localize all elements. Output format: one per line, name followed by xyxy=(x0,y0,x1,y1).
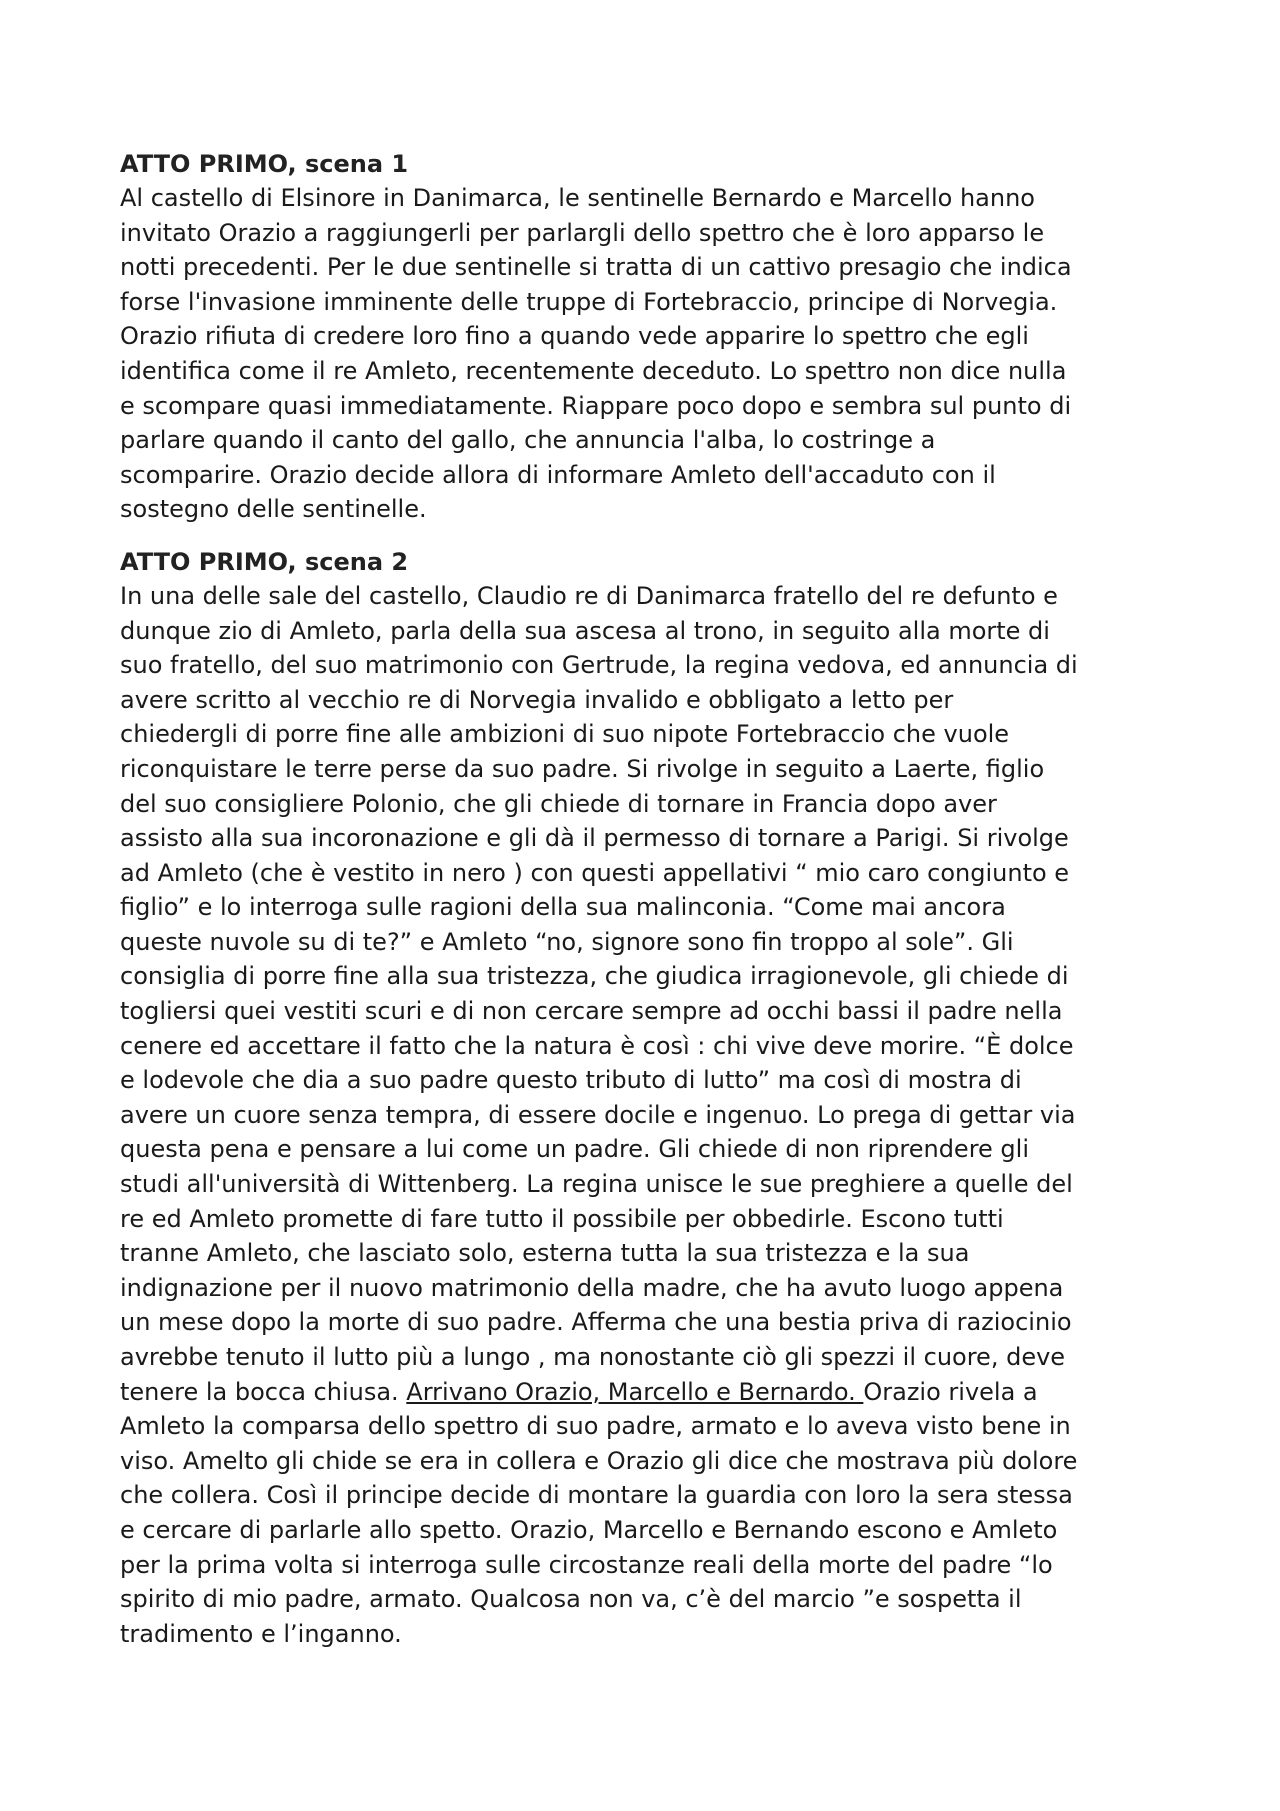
text-line: In una delle sale del castello, Claudio re di Danimarca fratello del re defunto e xyxy=(120,581,1058,610)
text-line: chiedergli di porre fine alle ambizioni di suo nipote Fortebraccio che vuole xyxy=(120,720,1010,749)
scene-1 xyxy=(120,147,1180,527)
scene-paragraph xyxy=(120,181,1180,527)
text-line: forse l'invasione imminente delle truppe di Fortebraccio, principe di Norvegia. xyxy=(120,287,1058,316)
text-line: avere un cuore senza tempra, di essere docile e ingenuo. Lo prega di gettar via xyxy=(120,1100,1076,1129)
text-line: identifica come il re Amleto, recentemente deceduto. Lo spettro non dice nulla xyxy=(120,356,1067,385)
text-segment: Orazio rivela a xyxy=(863,1377,1038,1406)
text-line: indignazione per il nuovo matrimonio della madre, che ha avuto luogo appena xyxy=(120,1273,1064,1302)
underlined-text: Arrivano Orazio, Marcello e Bernardo. xyxy=(406,1377,864,1406)
scene-title: ATTO PRIMO, scena 1 xyxy=(120,150,409,178)
text-segment: tenere la bocca chiusa. xyxy=(120,1377,407,1406)
text-line: parlare quando il canto del gallo, che annuncia l'alba, lo costringe a xyxy=(120,426,936,455)
text-line: viso. Amelto gli chide se era in collera e Orazio gli dice che mostrava più dolore xyxy=(120,1446,1078,1475)
text-line: e scompare quasi immediatamente. Riappare poco dopo e sembra sul punto di xyxy=(120,391,1072,420)
text-line: togliersi quei vestiti scuri e di non cercare sempre ad occhi bassi il padre nella xyxy=(120,997,1063,1026)
text-line: cenere ed accettare il fatto che la natura è così : chi vive deve morire. “È dolce xyxy=(120,1031,1074,1060)
scene-2 xyxy=(120,545,1180,1651)
text-line: dunque zio di Amleto, parla della sua ascesa al trono, in seguito alla morte di xyxy=(120,616,1050,645)
document-page xyxy=(120,147,1180,1651)
text-line: e cercare di parlarle allo spetto. Orazio, Marcello e Bernando escono e Amleto xyxy=(120,1515,1058,1544)
text-line: figlio” e lo interroga sulle ragioni della sua malinconia. “Come mai ancora xyxy=(120,893,1006,922)
text-line: che collera. Così il principe decide di montare la guardia con loro la sera stessa xyxy=(120,1481,1073,1510)
text-line: ad Amleto (che è vestito in nero ) con questi appellativi “ mio caro congiunto e xyxy=(120,858,1070,887)
text-line: e lodevole che dia a suo padre questo tributo di lutto” ma così di mostra di xyxy=(120,1066,1022,1095)
text-line: notti precedenti. Per le due sentinelle si tratta di un cattivo presagio che indica xyxy=(120,253,1072,282)
text-line: Orazio rifiuta di credere loro fino a quando vede apparire lo spettro che egli xyxy=(120,322,1029,351)
text-line: Al castello di Elsinore in Danimarca, le sentinelle Bernardo e Marcello hanno xyxy=(120,184,1035,212)
text-line: tranne Amleto, che lasciato solo, esterna tutta la sua tristezza e la sua xyxy=(120,1239,970,1268)
text-line: scomparire. Orazio decide allora di informare Amleto dell'accaduto con il xyxy=(120,460,996,489)
text-line: Amleto la comparsa dello spettro di suo padre, armato e lo aveva visto bene in xyxy=(120,1412,1071,1441)
text-line: avere scritto al vecchio re di Norvegia invalido e obbligato a letto per xyxy=(120,685,954,714)
text-line: consiglia di porre fine alla sua tristezza, che giudica irragionevole, gli chiede di xyxy=(120,962,1069,991)
text-line: questa pena e pensare a lui come un padre. Gli chiede di non riprendere gli xyxy=(120,1135,1029,1164)
text-line: avrebbe tenuto il lutto più a lungo , ma nonostante ciò gli spezzi il cuore, deve xyxy=(120,1343,1066,1371)
scene-title: ATTO PRIMO, scena 2 xyxy=(120,547,409,576)
text-line: studi all'università di Wittenberg. La regina unisce le sue preghiere a quelle del xyxy=(120,1170,1073,1199)
text-line: queste nuvole su di te?” e Amleto “no, signore sono fin troppo al sole”. Gli xyxy=(120,927,1014,956)
text-line: spirito di mio padre, armato. Qualcosa non va, c’è del marcio ”e sospetta il xyxy=(120,1585,1022,1614)
text-line-with-underline xyxy=(120,1375,1180,1410)
text-line: re ed Amleto promette di fare tutto il possibile per obbedirle. Escono tutti xyxy=(120,1204,1004,1233)
text-line: un mese dopo la morte di suo padre. Afferma che una bestia priva di raziocinio xyxy=(120,1308,1072,1337)
text-line: per la prima volta si interroga sulle circostanze reali della morte del padre “lo xyxy=(120,1550,1053,1579)
text-line: sostegno delle sentinelle. xyxy=(120,495,427,524)
text-line: del suo consigliere Polonio, che gli chiede di tornare in Francia dopo aver xyxy=(120,789,997,818)
text-line: tradimento e l’inganno. xyxy=(120,1619,402,1648)
scene-paragraph xyxy=(120,579,1180,1651)
text-line: assisto alla sua incoronazione e gli dà il permesso di tornare a Parigi. Si rivolge xyxy=(120,824,1069,853)
text-line: riconquistare le terre perse da suo padre. Si rivolge in seguito a Laerte, figlio xyxy=(120,754,1045,783)
text-line: invitato Orazio a raggiungerli per parlargli dello spettro che è loro apparso le xyxy=(120,218,1045,247)
text-line: suo fratello, del suo matrimonio con Gertrude, la regina vedova, ed annuncia di xyxy=(120,651,1078,680)
